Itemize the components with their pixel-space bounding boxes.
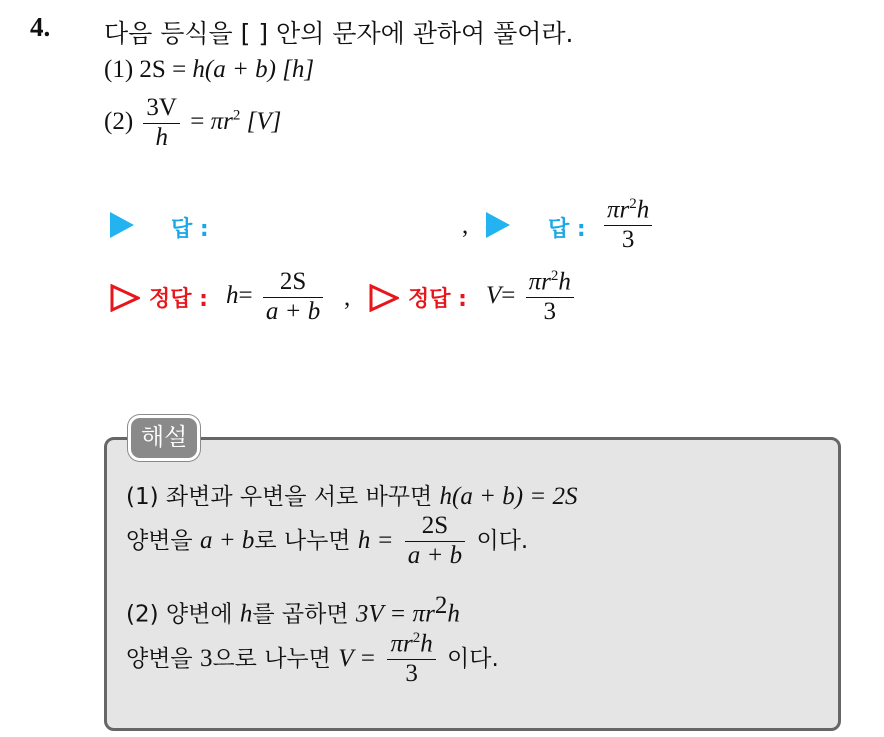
problem-instruction: 다음 등식을 [ ] 안의 문자에 관하여 풀어라. xyxy=(104,19,574,48)
math: 3V = πr xyxy=(355,600,435,628)
correct-comma: , xyxy=(344,284,351,311)
answer-label: 답 : xyxy=(548,217,586,242)
text: 양변을 xyxy=(126,527,193,554)
exponent: 2 xyxy=(412,630,421,646)
text: (2) 양변에 xyxy=(126,601,233,628)
item-label: (2) xyxy=(104,107,134,135)
correct-answer-2 xyxy=(486,268,578,327)
exponent: 2 xyxy=(550,268,559,284)
correct-answer-label: 정답 : xyxy=(408,287,467,312)
variable: h xyxy=(226,281,239,309)
answer-label: 답 : xyxy=(171,217,209,242)
correct-answer-1 xyxy=(226,268,327,327)
equals: = xyxy=(501,282,516,310)
solution-line-3 xyxy=(126,592,460,629)
problem-number: 4. xyxy=(30,12,51,42)
text: 양변을 xyxy=(126,645,193,672)
play-outline-icon xyxy=(369,284,399,316)
target-variable: [h] xyxy=(282,56,315,83)
denominator: 3 xyxy=(405,660,418,688)
text: 이다. xyxy=(447,645,499,672)
math: h xyxy=(239,600,253,628)
equals: = xyxy=(172,56,187,83)
rhs: h(a + b) xyxy=(192,56,276,83)
math: V = xyxy=(338,644,377,672)
math: h xyxy=(447,600,460,628)
numerator: πr xyxy=(390,630,413,658)
lhs: 2S xyxy=(139,56,166,83)
text: 를 곱하면 xyxy=(252,601,349,628)
denominator: 3 xyxy=(621,226,635,254)
solution-line-4 xyxy=(126,630,499,689)
solution-line-1 xyxy=(126,478,577,511)
correct-answer-label: 정답 : xyxy=(149,287,208,312)
fraction xyxy=(143,94,180,153)
numerator: 2S xyxy=(405,512,465,542)
answer-fraction xyxy=(600,196,656,255)
answer-comma: , xyxy=(462,212,469,239)
problem-item-1 xyxy=(104,56,314,84)
exponent: 2 xyxy=(434,592,448,619)
variable: V xyxy=(486,282,502,310)
math: h(a + b) = 2S xyxy=(439,483,578,510)
item-label: (1) xyxy=(104,56,134,83)
numerator: πr xyxy=(528,268,551,296)
text: 으로 나누면 xyxy=(212,645,331,672)
math: a + b xyxy=(199,526,255,554)
play-outline-icon xyxy=(110,284,140,316)
denominator: 3 xyxy=(543,298,557,326)
numerator: 3V xyxy=(143,94,180,124)
text: 로 나누면 xyxy=(254,527,351,554)
numerator: πr xyxy=(607,196,630,224)
text: (1) 좌변과 우변을 서로 바꾸면 xyxy=(126,484,433,510)
solution-tag: 해설 xyxy=(128,415,200,461)
denominator: a + b xyxy=(407,541,463,569)
text: 이다. xyxy=(476,527,529,554)
math: 3 xyxy=(199,644,213,672)
equals: = xyxy=(190,107,205,135)
play-icon xyxy=(110,212,134,238)
denominator: h xyxy=(155,123,168,151)
numerator-tail: h xyxy=(420,630,433,658)
numerator-tail: h xyxy=(558,268,571,296)
rhs: πr xyxy=(210,107,233,135)
exponent: 2 xyxy=(629,196,637,212)
problem-item-2 xyxy=(104,94,281,153)
exponent: 2 xyxy=(232,107,241,124)
equals: = xyxy=(238,281,253,309)
denominator: a + b xyxy=(265,297,321,325)
math: h = xyxy=(357,526,394,554)
numerator: 2S xyxy=(263,268,323,298)
solution-line-2 xyxy=(126,512,528,571)
play-icon xyxy=(486,212,510,238)
numerator-tail: h xyxy=(636,196,650,224)
target-variable: [V] xyxy=(246,107,282,135)
